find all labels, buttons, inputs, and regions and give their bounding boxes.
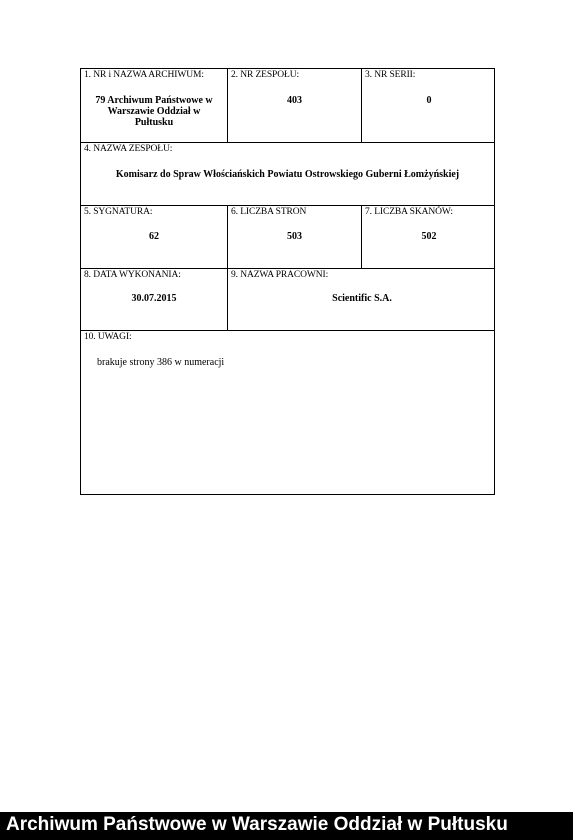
- fonds-number-label: 2. NR ZESPOŁU:: [231, 70, 300, 80]
- scan-count-cell: [362, 206, 496, 268]
- remarks-label: 10. UWAGI:: [84, 332, 132, 342]
- signature-value: 62: [149, 231, 159, 242]
- series-number-label: 3. NR SERII:: [365, 70, 416, 80]
- footer-text: Archiwum Państwowe w Warszawie Oddział w Pułtusku: [6, 814, 508, 835]
- form-row-4: [81, 269, 494, 331]
- signature-cell: [81, 206, 228, 268]
- archive-cell: [81, 69, 228, 142]
- series-number-cell: [362, 69, 496, 142]
- form-row-1: [81, 69, 494, 143]
- remarks-value: brakuje strony 386 w numeracji: [97, 357, 225, 368]
- form-row-5: [81, 331, 494, 494]
- form-row-3: [81, 206, 494, 269]
- page-count-value: 503: [287, 231, 302, 242]
- fonds-name-cell: [81, 143, 494, 205]
- remarks-cell: [81, 331, 494, 494]
- fonds-number-cell: [228, 69, 362, 142]
- archive-value: 79 Archiwum Państwowe w Warszawie Oddział w Pułtusku: [95, 95, 213, 128]
- archive-label: 1. NR i NAZWA ARCHIWUM:: [84, 70, 204, 80]
- fonds-name-label: 4. NAZWA ZESPOŁU:: [84, 144, 173, 154]
- date-value: 30.07.2015: [131, 293, 177, 304]
- fonds-name-value: Komisarz do Spraw Włościańskich Powiatu Ostrowskiego Guberni Łomżyńskiej: [115, 169, 460, 180]
- scan-count-label: 7. LICZBA SKANÓW:: [365, 207, 453, 217]
- date-label: 8. DATA WYKONANIA:: [84, 270, 181, 280]
- workshop-cell: [228, 269, 496, 330]
- date-cell: [81, 269, 228, 330]
- workshop-label: 9. NAZWA PRACOWNI:: [231, 270, 329, 280]
- form-row-2: [81, 143, 494, 206]
- page-count-cell: [228, 206, 362, 268]
- workshop-value: Scientific S.A.: [332, 293, 392, 304]
- page-count-label: 6. LICZBA STRON: [231, 207, 307, 217]
- archive-footer-banner: [0, 812, 573, 840]
- scan-count-value: 502: [421, 231, 437, 242]
- fonds-number-value: 403: [287, 95, 302, 106]
- series-number-value: 0: [426, 95, 432, 106]
- metadata-form: [80, 68, 495, 495]
- signature-label: 5. SYGNATURA:: [84, 207, 153, 217]
